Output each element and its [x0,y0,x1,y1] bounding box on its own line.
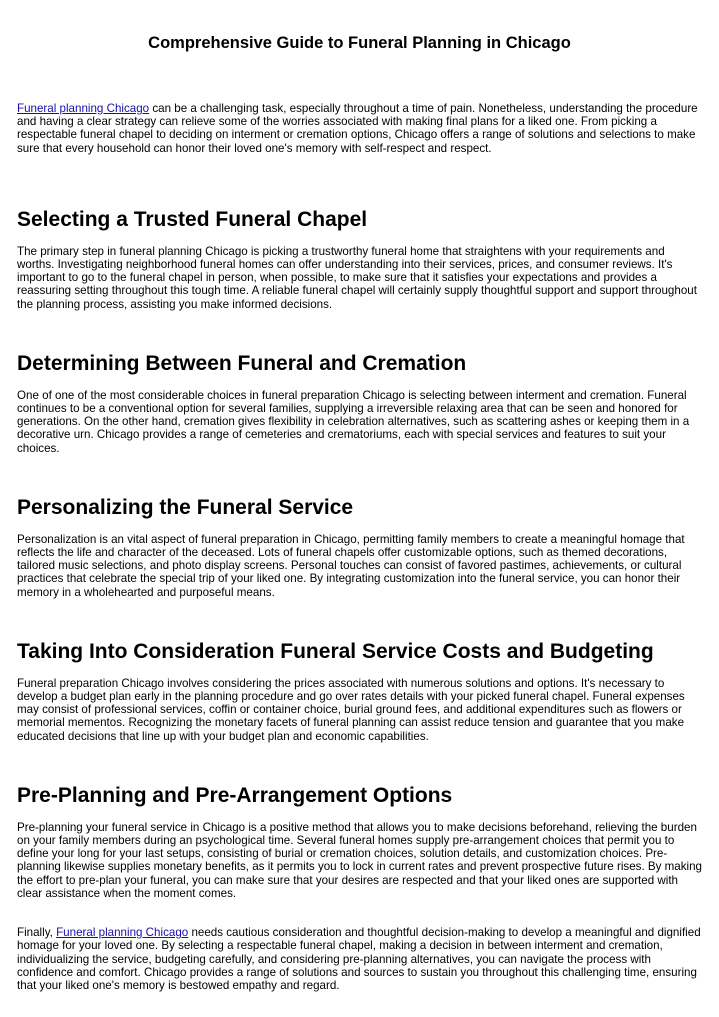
intro-text: can be a challenging task, especially throughout a time of pain. Nonetheless, understanding the procedure and having a clear strategy can relieve some of the worries associated with making final plans for a liked one. From picking a respectable funeral chapel to deciding on interment or cremation options, Chicago offers a range of solutions and selections to make sure that every household can honor their loved one's memory with self-respect and respect. [17,102,698,155]
section-body-burial-cremation: One of one of the most considerable choices in funeral preparation Chicago is selecting between interment and cremation. Funeral continues to be a conventional option for several families, supplying a irreversible relaxing area that can be seen and honored for generations. On the other hand, cremation gives flexibility in celebration alternatives, such as scattering ashes or keeping them in a decorative urn. Chicago provides a range of cemeteries and crematoriums, each with special services and features to suit your choices. [17,388,690,455]
conclusion-paragraph [17,926,702,992]
section-heading-personalizing: Personalizing the Funeral Service [17,495,354,519]
page-title: Comprehensive Guide to Funeral Planning in Chicago [148,34,571,52]
conclusion-prefix: Finally, [17,926,57,940]
section-heading-costs-budgeting: Taking Into Consideration Funeral Service Costs and Budgeting [17,639,654,663]
section-heading-trusted-chapel: Selecting a Trusted Funeral Chapel [17,207,368,231]
section-body-personalizing: Personalization is an vital aspect of funeral preparation in Chicago, permitting family members to create a meaningful homage that reflects the life and character of the deceased. Lots of funeral chapels offer customizable options, such as themed decorations, tailored music selections, and photo display screens. Personal touches can consist of favored pastimes, achievements, or cultural practices that celebrate the special trip of your liked one. By integrating customization into the funeral service, you can honor their memory in a wholehearted and purposeful means. [17,532,685,599]
section-heading-pre-planning: Pre-Planning and Pre-Arrangement Options [17,783,453,807]
section-heading-burial-cremation: Determining Between Funeral and Cremation [17,351,467,375]
conclusion-text: needs cautious consideration and thoughtful decision-making to develop a meaningful and dignified homage for your loved one. By selecting a respectable funeral chapel, making a decision in between interment and cremation, individualizing the service, budgeting carefully, and considering pre-planning alternatives, you can navigate the process with confidence and comfort. Chicago provides a range of solutions and sources to sustain you throughout this challenging time, ensuring that your liked one's memory is bestowed empathy and regard. [17,926,701,992]
section-body-pre-planning: Pre-planning your funeral service in Chicago is a positive method that allows you to make decisions beforehand, relieving the burden on your family members during an psychological time. Several funeral homes supply pre-arrangement choices that permit you to define your long for your last setups, consisting of burial or cremation choices, solution details, and customization choices. Pre-planning likewise supplies monetary benefits, as it permits you to lock in current rates and prevent prospective future rises. By making the effort to pre-plan your funeral, you can make sure that your desires are respected and that your liked ones are supported with clear assistance when the moment comes. [17,820,703,900]
funeral-planning-link-intro[interactable]: Funeral planning Chicago [17,102,150,115]
section-body-costs-budgeting: Funeral preparation Chicago involves considering the prices associated with numerous solutions and options. It's necessary to develop a budget plan early in the planning procedure and go over rates details with your picked funeral chapel. Funeral expenses may consist of professional services, coffin or container choice, burial ground fees, and additional expenditures such as flowers or memorial mementos. Recognizing the monetary facets of funeral planning can assist reduce tension and guarantee that you make educated decisions that line up with your budget plan and economic capabilities. [17,676,685,743]
intro-paragraph [17,102,702,155]
section-body-trusted-chapel: The primary step in funeral planning Chicago is picking a trustworthy funeral home that straightens with your requirements and worths. Investigating neighborhood funeral homes can offer understanding into their services, prices, and consumer reviews. It's important to go to the funeral chapel in person, when possible, to make sure that it satisfies your expectations and provides a reassuring setting throughout this tough time. A reliable funeral chapel will certainly supply thoughtful support and support throughout the planning process, assisting you make informed decisions. [17,244,697,311]
funeral-planning-link-conclusion[interactable]: Funeral planning Chicago [56,926,189,940]
